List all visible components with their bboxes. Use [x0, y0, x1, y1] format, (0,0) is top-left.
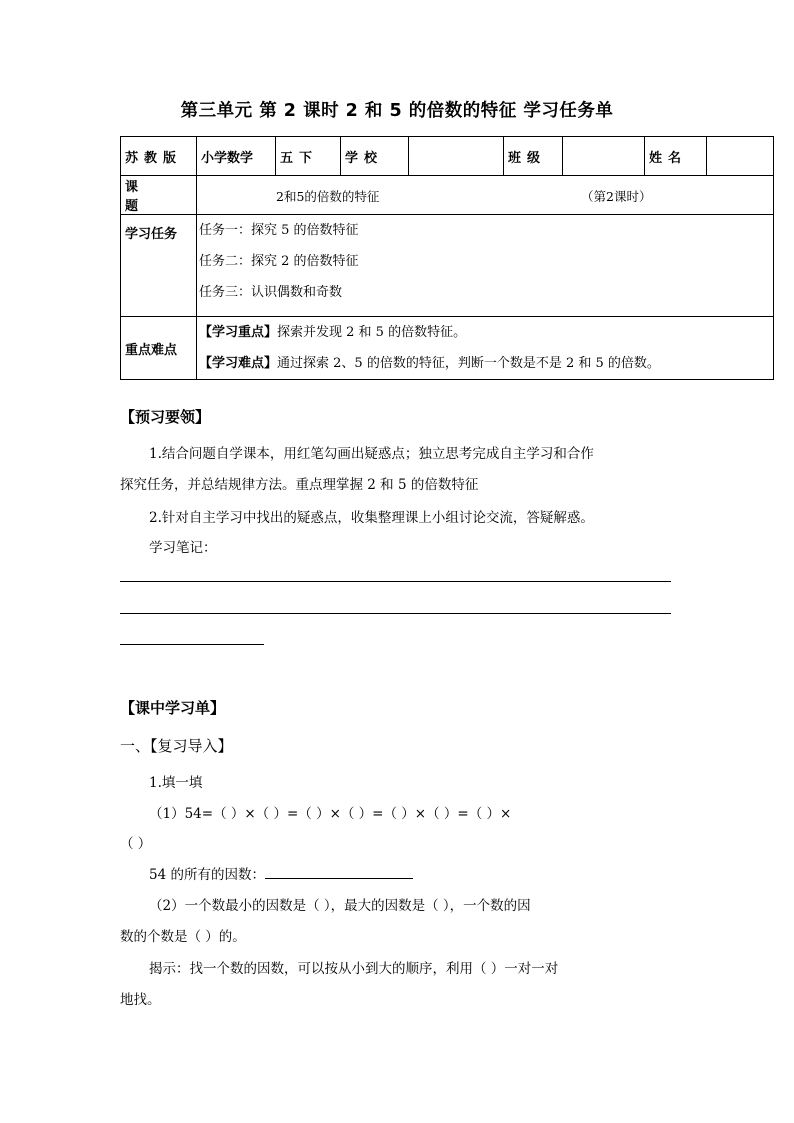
question-1-line-1: （1）54=（ ）×（ ）=（ ）×（ ）=（ ）×（ ）=（ ）×	[149, 806, 512, 822]
factors-label: 54 的所有的因数：	[149, 867, 265, 883]
preview-paragraph-2: 2.针对自主学习中找出的疑惑点，收集整理课上小组讨论交流，答疑解惑。	[149, 510, 594, 526]
notes-line[interactable]	[120, 613, 671, 614]
hint-line-2: 地找。	[120, 992, 161, 1008]
school-value[interactable]	[409, 137, 504, 176]
course-cell	[197, 176, 774, 215]
fill-title: 1.填一填	[149, 775, 203, 791]
hint-line-1: 揭示：找一个数的因数，可以按从小到大的顺序，利用（ ）一对一对	[149, 961, 559, 977]
preview-heading: 【预习要领】	[120, 408, 211, 426]
notes-label: 学习笔记：	[149, 540, 217, 556]
preview-paragraph-1b: 探究任务，并总结规律方法。重点理掌握 2 和 5 的倍数特征	[120, 477, 479, 493]
difficult-point-text: 通过探索 2、5 的倍数的特征，判断一个数是不是 2 和 5 的倍数。	[277, 356, 660, 371]
difficult-point-tag: 【学习难点】	[199, 356, 278, 371]
key-point	[199, 317, 771, 348]
key-point-tag: 【学习重点】	[199, 325, 278, 340]
name-label: 姓名	[645, 137, 707, 176]
key-point-text: 探索并发现 2 和 5 的倍数特征。	[277, 325, 467, 340]
table-row-course	[121, 176, 774, 215]
class-value[interactable]	[563, 137, 645, 176]
class-sheet-heading: 【课中学习单】	[120, 699, 226, 717]
tasks-label: 学习任务	[121, 215, 197, 317]
tasks-cell	[197, 215, 774, 317]
task-item: 任务三：认识偶数和奇数	[199, 285, 343, 300]
question-2-line-1: （2）一个数最小的因数是（ ），最大的因数是（ ），一个数的因	[149, 898, 531, 914]
school-label: 学校	[341, 137, 409, 176]
factors-line	[149, 863, 413, 883]
table-row-header	[121, 137, 774, 176]
info-table	[120, 136, 774, 380]
task-item: 任务二：探究 2 的倍数特征	[199, 254, 359, 269]
task-item: 任务一：探究 5 的倍数特征	[199, 223, 359, 238]
table-row-tasks	[121, 215, 774, 317]
keypoints-cell	[197, 317, 774, 380]
difficult-point	[199, 348, 771, 379]
review-heading-text: 一、【复习导入】	[120, 737, 233, 755]
factors-blank[interactable]	[265, 866, 413, 879]
question-2-line-2: 数的个数是（ ）的。	[120, 929, 246, 945]
keypoints-label: 重点难点	[121, 317, 197, 380]
name-value[interactable]	[707, 137, 774, 176]
question-1-line-2: （ ）	[120, 836, 152, 852]
review-heading	[120, 735, 233, 756]
preview-paragraph-1a: 1.结合问题自学课本，用红笔勾画出疑惑点；独立思考完成自主学习和合作	[149, 446, 594, 462]
class-label: 班级	[504, 137, 563, 176]
course-name: 2和5的倍数的特征	[276, 189, 380, 204]
course-period: （第2课时）	[581, 189, 652, 204]
table-row-keypoints	[121, 317, 774, 380]
grade-cell: 五下	[276, 137, 341, 176]
course-label: 课题	[121, 176, 197, 215]
page-title: 第三单元 第 2 课时 2 和 5 的倍数的特征 学习任务单	[180, 101, 614, 121]
notes-line[interactable]	[120, 644, 264, 645]
edition-cell: 苏教版	[121, 137, 197, 176]
notes-line[interactable]	[120, 581, 671, 582]
subject-cell: 小学数学	[197, 137, 276, 176]
